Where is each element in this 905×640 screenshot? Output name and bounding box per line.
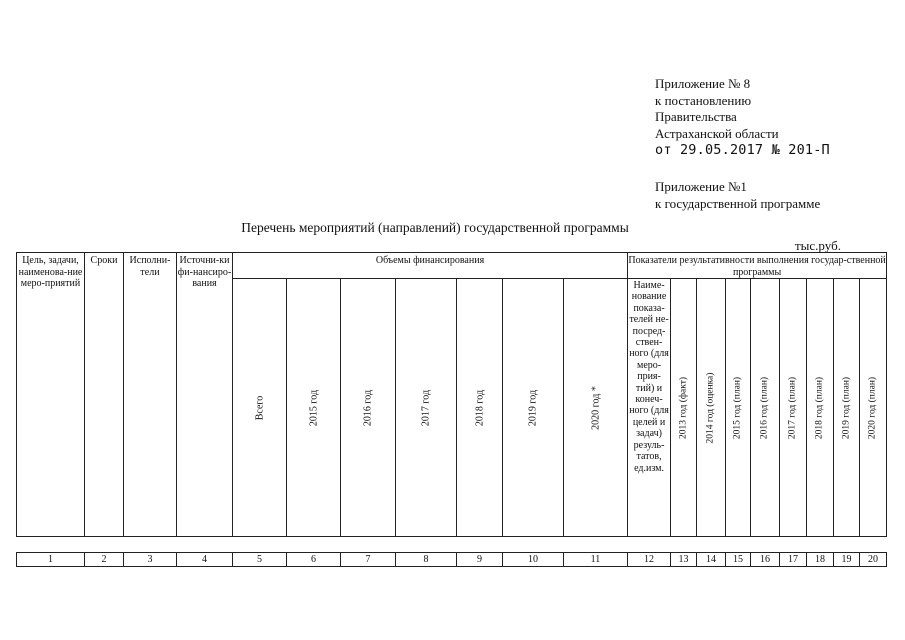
header-indicators-group	[628, 253, 887, 279]
document-title: Перечень мероприятий (направлений) государственной программы	[241, 220, 629, 235]
column-number: 20	[860, 553, 887, 567]
financing-col-label: 2017 год	[420, 389, 432, 426]
header-indicator-year	[697, 279, 726, 537]
currency-unit: тыс.руб.	[795, 238, 841, 253]
appendix-1-line: Приложение №1	[655, 179, 747, 194]
financing-col-label: 2020 год *	[589, 385, 601, 430]
column-number: 4	[177, 553, 233, 567]
indicator-year-label: 2019 год (план)	[840, 376, 851, 439]
appendix-8-header	[655, 76, 900, 159]
appendix-1-line: к государственной программе	[655, 195, 821, 211]
column-numbers-row	[16, 552, 887, 567]
header-indicator-year	[671, 279, 697, 537]
indicator-year-label: 2013 год (факт)	[677, 376, 688, 439]
header-executors	[124, 253, 177, 537]
header-indicator-year	[860, 279, 887, 537]
header-financing-col	[287, 279, 341, 537]
column-number: 15	[726, 553, 751, 567]
column-number: 18	[807, 553, 834, 567]
column-number: 6	[287, 553, 341, 567]
column-number: 11	[564, 553, 628, 567]
header-financing-group	[233, 253, 628, 279]
header-executors-text: Исполни-тели	[129, 255, 171, 278]
header-financing-col	[233, 279, 287, 537]
appendix-1-header	[655, 179, 900, 212]
header-terms-text: Сроки	[90, 255, 118, 266]
column-number: 7	[341, 553, 396, 567]
header-financing-col	[564, 279, 628, 537]
header-goal-text: Цель, задачи, наименова-ние меро-приятий	[18, 255, 83, 289]
column-number: 10	[503, 553, 564, 567]
header-goal	[17, 253, 85, 537]
header-indicators-text: Показатели результативности выполнения государ-ственной программы	[628, 255, 886, 278]
column-number: 9	[457, 553, 503, 567]
financing-col-label: 2018 год	[473, 389, 485, 426]
header-indicator-year	[780, 279, 807, 537]
indicator-year-label: 2020 год (план)	[867, 376, 878, 439]
financing-col-label: 2019 год	[527, 389, 539, 426]
header-financing-col	[341, 279, 396, 537]
measures-table	[16, 252, 887, 537]
appendix-8-line: Правительства	[655, 109, 737, 124]
header-indicator-year	[726, 279, 751, 537]
financing-col-label: 2015 год	[307, 389, 319, 426]
financing-col-label: 2016 год	[362, 389, 374, 426]
header-financing-col	[457, 279, 503, 537]
appendix-8-line: к постановлению	[655, 92, 752, 108]
header-financing-col	[503, 279, 564, 537]
column-number: 8	[396, 553, 457, 567]
indicator-name-text: Наиме-нование показа-телей не-посред-ствен-ного (для меро-прия-тий) и конеч-ного (для целей и задач) резуль-татов, ед.изм.	[629, 280, 669, 474]
indicator-year-label: 2018 год (план)	[814, 376, 825, 439]
appendix-8-line: Приложение № 8	[655, 76, 751, 91]
header-indicator-year	[834, 279, 860, 537]
indicator-year-label: 2017 год (план)	[787, 376, 798, 439]
header-terms	[85, 253, 124, 537]
header-indicator-name	[628, 279, 671, 537]
column-number: 17	[780, 553, 807, 567]
column-number: 5	[233, 553, 287, 567]
column-number: 2	[85, 553, 124, 567]
financing-col-label: Всего	[253, 395, 265, 420]
column-number: 16	[751, 553, 780, 567]
header-sources-text: Источни-ки фи-нансиро-вания	[177, 255, 232, 289]
appendix-8-line: Астраханской области	[655, 125, 779, 141]
column-number: 13	[671, 553, 697, 567]
indicator-year-label: 2014 год (оценка)	[705, 372, 716, 443]
decree-date-number: от 29.05.2017 № 201-П	[655, 142, 830, 158]
header-sources	[177, 253, 233, 537]
indicator-year-label: 2015 год (план)	[732, 376, 743, 439]
column-number: 19	[834, 553, 860, 567]
header-indicator-year	[751, 279, 780, 537]
column-number: 1	[17, 553, 85, 567]
header-indicator-year	[807, 279, 834, 537]
column-number: 14	[697, 553, 726, 567]
column-number: 3	[124, 553, 177, 567]
header-financing-col	[396, 279, 457, 537]
indicator-year-label: 2016 год (план)	[759, 376, 770, 439]
column-number: 12	[628, 553, 671, 567]
header-financing-text: Объемы финансирования	[375, 255, 485, 266]
